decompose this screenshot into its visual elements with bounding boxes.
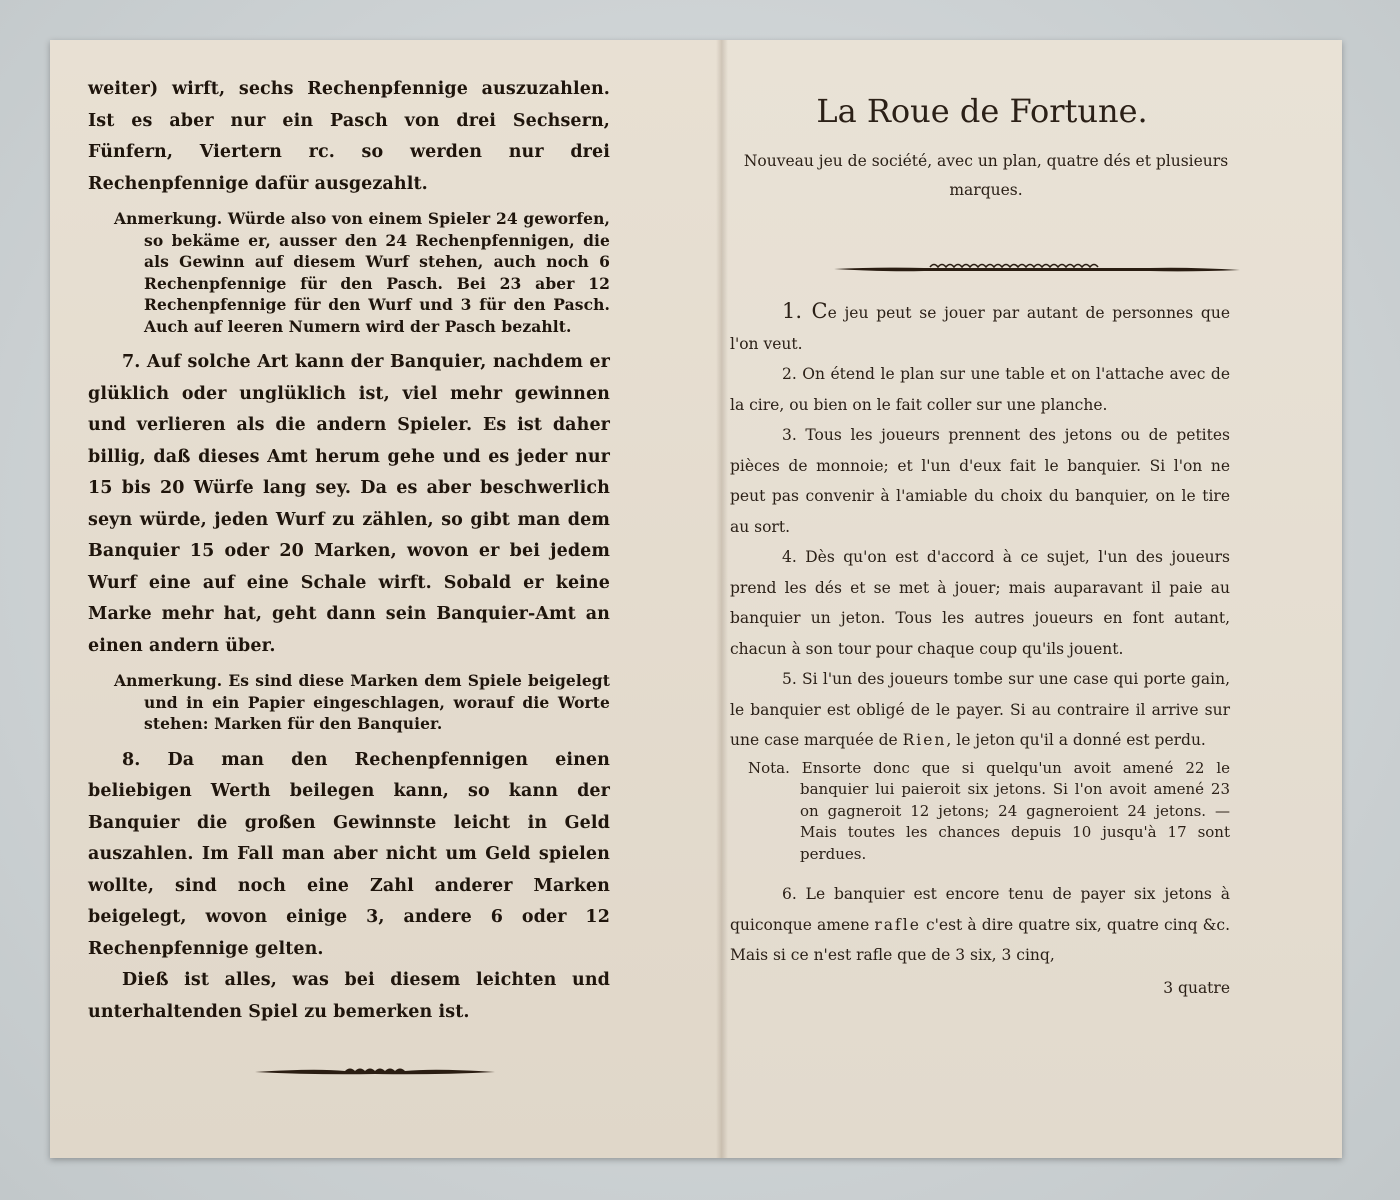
german-text-column	[88, 74, 610, 1028]
article-1-initial: 1. C	[782, 299, 828, 323]
article-5-text-a: 5. Si l'un des joueurs tombe sur une case qui porte gain, le banquier est obligé de le payer. Si au contraire il arrive sur une case marquée de	[730, 670, 1230, 749]
ornament-flourish-icon	[255, 1064, 495, 1078]
article-5	[730, 664, 1230, 756]
article-1	[730, 296, 1230, 359]
nota-remark: Nota. Ensorte donc que si quelqu'un avoit amené 22 le banquier lui paieroit six jetons. Si l'on avoit amené 23 on gagneroit 12 jetons; 24 gagneroient 24 jetons. — Mais toutes les chances depuis 10 jusqu'à 17 sont perdues.	[748, 758, 1230, 863]
page-title: La Roue de Fortune.	[816, 92, 1148, 130]
article-5-text-b: , le jeton qu'il a donné est perdu.	[946, 731, 1206, 749]
article-6-text-a: 6. Le banquier est encore tenu de payer six jetons à quiconque amene	[730, 885, 1230, 934]
article-4: 4. Dès qu'on est d'accord à ce sujet, l'un des joueurs prend les dés et se met à jouer; mais auparavant il paie au banquier un jeton. Tous les autres joueurs en font autant, chacun à son tour pour chaque coup qu'ils jouent.	[730, 548, 1230, 658]
title-ornament	[834, 262, 1240, 276]
french-text-column	[730, 296, 1230, 1003]
paragraph-8: 8. Da man den Rechenpfennigen einen beliebigen Werth beilegen kann, so kann der Banquier die großen Gewinnste leicht in Geld auszahlen. Im Fall man aber nicht um Geld spielen wollte, sind noch eine Zahl anderer Marken beigelegt, wovon einige 3, andere 6 oder 12 Rechenpfennige gelten.	[88, 749, 610, 959]
article-6-text-b: c'est à dire quatre six, quatre cinq &c. Mais si ce n'est rafle que de 3 six, 3 cinq,	[730, 915, 1231, 964]
article-3: 3. Tous les joueurs prennent des jetons ou de petites pièces de monnoie; et l'un d'eux fait le banquier. Si l'on ne peut pas convenir à l'amiable du choix du banquier, on le tire au sort.	[730, 426, 1230, 536]
article-1-text: e jeu peut se jouer par autant de personnes que l'on veut.	[730, 304, 1230, 353]
page-subtitle: Nouveau jeu de société, avec un plan, quatre dés et plusieurs marques.	[743, 152, 1229, 199]
catchword: 3 quatre	[1163, 978, 1230, 997]
article-2: 2. On étend le plan sur une table et on l'attache avec de la cire, ou bien on le fait coller sur une planche.	[730, 365, 1230, 414]
end-ornament	[255, 1064, 495, 1078]
article-6-rafle: rafle	[874, 915, 921, 934]
paragraph-continuation: weiter) wirft, sechs Rechenpfennige auszuzahlen. Ist es aber nur ein Pasch von drei Sechsern, Fünfern, Viertern rc. so werden nur drei Rechenpfennige dafür ausgezahlt.	[88, 79, 610, 194]
paragraph-closing: Dieß ist alles, was bei diesem leichten und unterhaltenden Spiel zu bemerken ist.	[88, 970, 610, 1022]
article-5-rien: Rien	[902, 731, 947, 749]
article-6	[730, 879, 1230, 971]
paragraph-7: 7. Auf solche Art kann der Banquier, nachdem er glüklich oder unglüklich ist, viel mehr gewinnen und verlieren als die andern Spieler. Es ist daher billig, daß dieses Amt herum gehe und es jeder nur 15 bis 20 Würfe lang sey. Da es aber beschwerlich seyn würde, jeden Wurf zu zählen, so gibt man dem Banquier 15 oder 20 Marken, wovon er bei jedem Wurf eine auf eine Schale wirft. Sobald er keine Marke mehr hat, geht dann sein Banquier-Amt an einen andern über.	[88, 352, 610, 656]
ornament-rule-icon	[834, 262, 1240, 276]
center-fold	[716, 40, 728, 1158]
note-remark-1: Anmerkung. Würde also von einem Spieler 24 geworfen, so bekäme er, ausser den 24 Rechenpfennigen, die als Gewinn auf diesem Wurf stehen, auch noch 6 Rechenpfennige für den Pasch. Bei 23 aber 12 Rechenpfennige für den Wurf und 3 für den Pasch. Auch auf leeren Numern wird der Pasch bezahlt.	[114, 209, 610, 336]
note-remark-2: Anmerkung. Es sind diese Marken dem Spiele beigelegt und in ein Papier eingeschlagen, worauf die Worte stehen: Marken für den Banquier.	[114, 671, 610, 733]
